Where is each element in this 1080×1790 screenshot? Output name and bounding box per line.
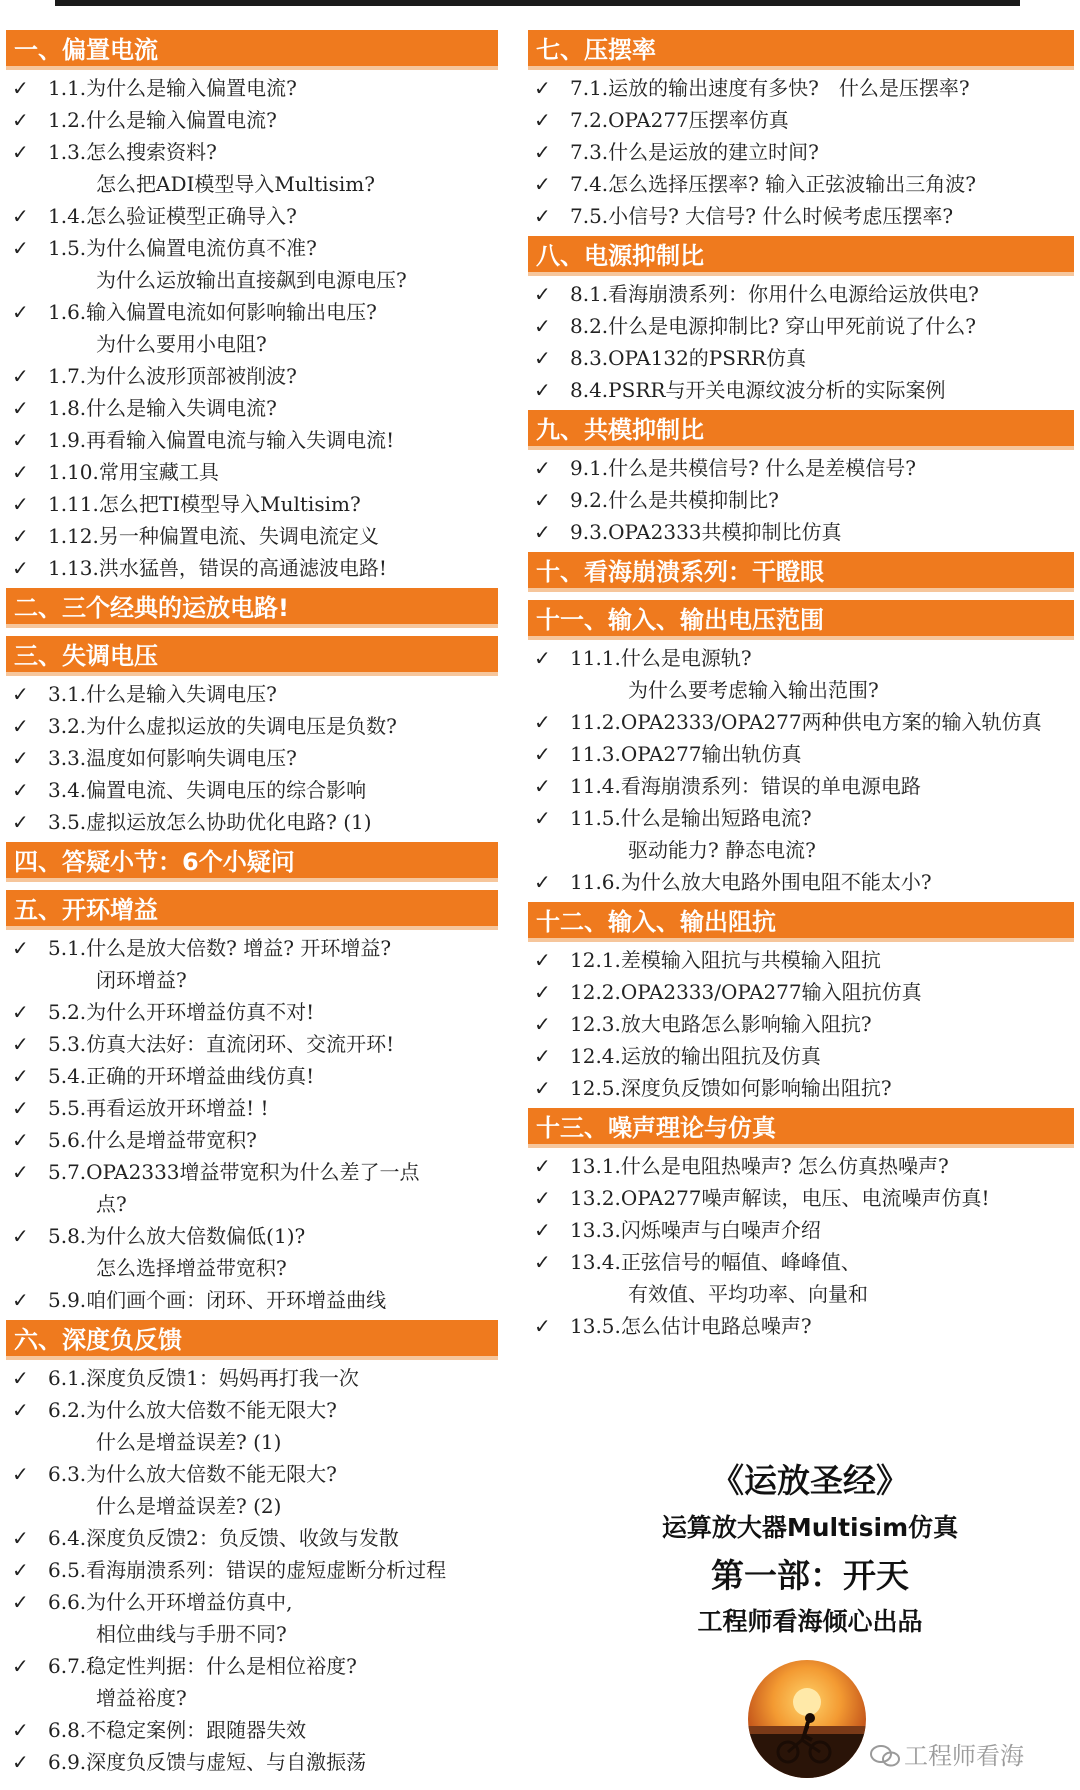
list-item — [528, 866, 1074, 898]
list-item — [6, 456, 498, 488]
list-item — [6, 104, 498, 136]
checkmark-icon: ✓ — [534, 140, 551, 164]
checkmark-icon: ✓ — [12, 524, 29, 548]
item-text: 6.2.为什么放大倍数不能无限大? — [48, 1398, 337, 1422]
section-header: 五、开环增益 — [6, 890, 498, 930]
checkmark-icon: ✓ — [12, 76, 29, 100]
checkmark-icon: ✓ — [12, 1654, 29, 1678]
list-item — [6, 72, 498, 104]
list-item — [528, 1040, 1074, 1072]
list-item — [528, 738, 1074, 770]
list-item — [6, 1458, 498, 1522]
item-text: 7.3.什么是运放的建立时间? — [570, 140, 819, 164]
list-item — [6, 552, 498, 584]
checkmark-icon: ✓ — [534, 980, 551, 1004]
list-item — [528, 342, 1074, 374]
wechat-icon — [870, 1745, 900, 1767]
item-text: 6.9.深度负反馈与虚短、与自激振荡 — [48, 1750, 367, 1774]
item-text: 1.1.为什么是输入偏置电流? — [48, 76, 297, 100]
checkmark-icon: ✓ — [12, 396, 29, 420]
list-item — [528, 452, 1074, 484]
list-item — [6, 392, 498, 424]
checkmark-icon: ✓ — [12, 460, 29, 484]
checkmark-icon: ✓ — [534, 282, 551, 306]
item-text: 6.1.深度负反馈1：妈妈再打我一次 — [48, 1366, 359, 1390]
item-text: 12.2.OPA2333/OPA277输入阻抗仿真 — [570, 980, 922, 1004]
item-text-continued: 驱动能力? 静态电流? — [628, 838, 816, 862]
section-list — [528, 450, 1074, 552]
section-header: 十二、输入、输出阻抗 — [528, 902, 1074, 942]
list-item — [528, 484, 1074, 516]
checkmark-icon: ✓ — [12, 108, 29, 132]
checkmark-icon: ✓ — [534, 1012, 551, 1036]
item-text: 1.13.洪水猛兽，错误的高通滤波电路! — [48, 556, 387, 580]
checkmark-icon: ✓ — [12, 1160, 29, 1184]
promo-block — [620, 1458, 1000, 1642]
list-item — [6, 200, 498, 232]
list-item — [528, 642, 1074, 706]
item-text-continued: 增益裕度? — [96, 1686, 187, 1710]
checkmark-icon: ✓ — [12, 682, 29, 706]
item-text: 3.5.虚拟运放怎么协助优化电路? (1) — [48, 810, 372, 834]
checkmark-icon: ✓ — [12, 236, 29, 260]
cyclist-silhouette-icon — [748, 1660, 866, 1778]
checkmark-icon: ✓ — [12, 1032, 29, 1056]
item-text: 5.5.再看运放开环增益! ! — [48, 1096, 269, 1120]
list-item — [528, 1072, 1074, 1104]
section-header: 十三、噪声理论与仿真 — [528, 1108, 1074, 1148]
list-item — [528, 374, 1074, 406]
list-item — [528, 1214, 1074, 1246]
checkmark-icon: ✓ — [12, 810, 29, 834]
item-text: 1.9.再看输入偏置电流与输入失调电流! — [48, 428, 395, 452]
section-header: 九、共模抑制比 — [528, 410, 1074, 450]
list-item — [6, 774, 498, 806]
item-text: 7.4.怎么选择压摆率? 输入正弦波输出三角波? — [570, 172, 976, 196]
checkmark-icon: ✓ — [12, 204, 29, 228]
list-item — [528, 136, 1074, 168]
item-text-continued: 什么是增益误差? (1) — [96, 1430, 282, 1454]
item-text: 1.5.为什么偏置电流仿真不准? — [48, 236, 317, 260]
item-text: 1.4.怎么验证模型正确导入? — [48, 204, 297, 228]
list-item — [528, 770, 1074, 802]
section-header: 十一、输入、输出电压范围 — [528, 600, 1074, 640]
checkmark-icon: ✓ — [534, 378, 551, 402]
checkmark-icon: ✓ — [12, 778, 29, 802]
list-item — [528, 72, 1074, 104]
item-text-continued: 为什么要考虑输入输出范围? — [628, 678, 879, 702]
item-text: 6.4.深度负反馈2：负反馈、收敛与发散 — [48, 1526, 399, 1550]
checkmark-icon: ✓ — [12, 1128, 29, 1152]
item-text: 9.3.OPA2333共模抑制比仿真 — [570, 520, 842, 544]
checkmark-icon: ✓ — [12, 1224, 29, 1248]
checkmark-icon: ✓ — [534, 1186, 551, 1210]
list-item — [528, 1246, 1074, 1310]
item-text: 5.7.OPA2333增益带宽积为什么差了一点 — [48, 1160, 420, 1184]
list-item — [528, 104, 1074, 136]
item-text: 6.6.为什么开环增益仿真中, — [48, 1590, 293, 1614]
item-text: 5.6.什么是增益带宽积? — [48, 1128, 257, 1152]
list-item — [528, 976, 1074, 1008]
section-header: 四、答疑小节：6个小疑问 — [6, 842, 498, 882]
item-text: 6.5.看海崩溃系列：错误的虚短虚断分析过程 — [48, 1558, 447, 1582]
section-header: 七、压摆率 — [528, 30, 1074, 70]
item-text: 5.3.仿真大法好：直流闭环、交流开环! — [48, 1032, 395, 1056]
checkmark-icon: ✓ — [12, 1718, 29, 1742]
checkmark-icon: ✓ — [12, 300, 29, 324]
item-text: 7.2.OPA277压摆率仿真 — [570, 108, 789, 132]
checkmark-icon: ✓ — [534, 108, 551, 132]
section-header: 二、三个经典的运放电路! — [6, 588, 498, 628]
list-item — [6, 520, 498, 552]
checkmark-icon: ✓ — [534, 870, 551, 894]
item-text: 12.3.放大电路怎么影响输入阻抗? — [570, 1012, 872, 1036]
list-item — [528, 168, 1074, 200]
item-text: 7.1.运放的输出速度有多快? 什么是压摆率? — [570, 76, 970, 100]
list-item — [6, 360, 498, 392]
item-text: 1.10.常用宝藏工具 — [48, 460, 219, 484]
list-item — [528, 278, 1074, 310]
list-item — [6, 1586, 498, 1650]
list-item — [6, 1394, 498, 1458]
checkmark-icon: ✓ — [12, 428, 29, 452]
item-text-continued: 怎么选择增益带宽积? — [96, 1256, 287, 1280]
promo-title: 《运放圣经》 — [711, 1461, 909, 1500]
checkmark-icon: ✓ — [534, 76, 551, 100]
checkmark-icon: ✓ — [534, 774, 551, 798]
checkmark-icon: ✓ — [534, 1076, 551, 1100]
checkmark-icon: ✓ — [12, 1558, 29, 1582]
checkmark-icon: ✓ — [12, 492, 29, 516]
list-item — [6, 806, 498, 838]
list-item — [528, 1182, 1074, 1214]
checkmark-icon: ✓ — [534, 948, 551, 972]
list-item — [528, 1008, 1074, 1040]
item-text: 3.4.偏置电流、失调电压的综合影响 — [48, 778, 367, 802]
item-text: 11.1.什么是电源轨? — [570, 646, 752, 670]
section-list — [6, 676, 498, 842]
section-header: 十、看海崩溃系列：干瞪眼 — [528, 552, 1074, 592]
list-item — [528, 310, 1074, 342]
item-text: 7.5.小信号? 大信号? 什么时候考虑压摆率? — [570, 204, 954, 228]
item-text: 8.4.PSRR与开关电源纹波分析的实际案例 — [570, 378, 946, 402]
checkmark-icon: ✓ — [12, 936, 29, 960]
item-text: 9.2.什么是共模抑制比? — [570, 488, 779, 512]
item-text: 13.4.正弦信号的幅值、峰峰值、 — [570, 1250, 861, 1274]
checkmark-icon: ✓ — [12, 1096, 29, 1120]
item-text: 6.7.稳定性判据：什么是相位裕度? — [48, 1654, 357, 1678]
list-item — [528, 706, 1074, 738]
checkmark-icon: ✓ — [12, 1366, 29, 1390]
checkmark-icon: ✓ — [534, 456, 551, 480]
list-item — [6, 1746, 498, 1778]
checkmark-icon: ✓ — [12, 140, 29, 164]
item-text: 1.3.怎么搜索资料? — [48, 140, 217, 164]
item-text: 3.1.什么是输入失调电压? — [48, 682, 277, 706]
item-text: 5.1.什么是放大倍数? 增益? 开环增益? — [48, 936, 392, 960]
sunset-avatar — [748, 1660, 866, 1778]
checkmark-icon: ✓ — [534, 710, 551, 734]
checkmark-icon: ✓ — [534, 488, 551, 512]
item-text-continued: 什么是增益误差? (2) — [96, 1494, 282, 1518]
section-list — [528, 640, 1074, 902]
item-text-continued: 怎么把ADI模型导入Multisim? — [96, 172, 375, 196]
item-text: 11.4.看海崩溃系列：错误的单电源电路 — [570, 774, 921, 798]
checkmark-icon: ✓ — [12, 1064, 29, 1088]
checkmark-icon: ✓ — [534, 1154, 551, 1178]
list-item — [528, 1150, 1074, 1182]
item-text: 13.5.怎么估计电路总噪声? — [570, 1314, 812, 1338]
list-item — [528, 944, 1074, 976]
checkmark-icon: ✓ — [534, 1250, 551, 1274]
watermark-text: 工程师看海 — [904, 1742, 1024, 1770]
list-item — [528, 802, 1074, 866]
checkmark-icon: ✓ — [12, 556, 29, 580]
checkmark-icon: ✓ — [12, 714, 29, 738]
section-spacer — [528, 592, 1074, 600]
watermark — [870, 1736, 1024, 1771]
item-text: 11.5.什么是输出短路电流? — [570, 806, 812, 830]
item-text: 11.3.OPA277输出轨仿真 — [570, 742, 802, 766]
list-item — [6, 1124, 498, 1156]
item-text: 3.2.为什么虚拟运放的失调电压是负数? — [48, 714, 397, 738]
section-list — [528, 276, 1074, 410]
item-text: 1.12.另一种偏置电流、失调电流定义 — [48, 524, 379, 548]
checkmark-icon: ✓ — [12, 1398, 29, 1422]
list-item — [6, 678, 498, 710]
item-text: 11.2.OPA2333/OPA277两种供电方案的输入轨仿真 — [570, 710, 1042, 734]
list-item — [6, 1060, 498, 1092]
list-item — [6, 488, 498, 520]
list-item — [6, 742, 498, 774]
checkmark-icon: ✓ — [534, 1044, 551, 1068]
checkmark-icon: ✓ — [12, 364, 29, 388]
section-header: 六、深度负反馈 — [6, 1320, 498, 1360]
list-item — [6, 1362, 498, 1394]
section-header: 一、偏置电流 — [6, 30, 498, 70]
list-item — [6, 1220, 498, 1284]
list-item — [6, 1028, 498, 1060]
checkmark-icon: ✓ — [534, 204, 551, 228]
checkmark-icon: ✓ — [534, 1218, 551, 1242]
item-text-continued: 为什么要用小电阻? — [96, 332, 267, 356]
item-text: 5.9.咱们画个画：闭环、开环增益曲线 — [48, 1288, 387, 1312]
item-text: 8.3.OPA132的PSRR仿真 — [570, 346, 807, 370]
list-item — [6, 710, 498, 742]
list-item — [6, 296, 498, 360]
promo-part: 第一部：开天 — [711, 1556, 909, 1595]
item-text-continued: 闭环增益? — [96, 968, 187, 992]
checkmark-icon: ✓ — [12, 1590, 29, 1614]
list-item — [528, 1310, 1074, 1342]
list-item — [6, 1522, 498, 1554]
list-item — [6, 136, 498, 200]
list-item — [6, 424, 498, 456]
item-text-continued: 点? — [96, 1192, 127, 1216]
left-column — [6, 30, 498, 1782]
section-list — [528, 1148, 1074, 1346]
list-item — [6, 1714, 498, 1746]
item-text-continued: 有效值、平均功率、向量和 — [628, 1282, 868, 1306]
list-item — [6, 932, 498, 996]
right-column — [528, 30, 1074, 1346]
item-text: 12.1.差模输入阻抗与共模输入阻抗 — [570, 948, 881, 972]
section-list — [6, 70, 498, 588]
item-text: 1.11.怎么把TI模型导入Multisim? — [48, 492, 361, 516]
item-text: 5.2.为什么开环增益仿真不对! — [48, 1000, 315, 1024]
item-text: 1.2.什么是输入偏置电流? — [48, 108, 277, 132]
item-text: 5.4.正确的开环增益曲线仿真! — [48, 1064, 315, 1088]
item-text: 13.2.OPA277噪声解读，电压、电流噪声仿真! — [570, 1186, 990, 1210]
checkmark-icon: ✓ — [12, 1526, 29, 1550]
list-item — [528, 200, 1074, 232]
list-item — [528, 516, 1074, 548]
item-text: 6.8.不稳定案例：跟随器失效 — [48, 1718, 307, 1742]
item-text: 1.7.为什么波形顶部被削波? — [48, 364, 297, 388]
section-list — [6, 1360, 498, 1782]
list-item — [6, 1092, 498, 1124]
section-header: 八、电源抑制比 — [528, 236, 1074, 276]
list-item — [6, 996, 498, 1028]
item-text: 3.3.温度如何影响失调电压? — [48, 746, 297, 770]
section-list — [6, 930, 498, 1320]
promo-subtitle: 运算放大器Multisim仿真 — [661, 1513, 959, 1542]
checkmark-icon: ✓ — [12, 746, 29, 770]
item-text: 9.1.什么是共模信号? 什么是差模信号? — [570, 456, 916, 480]
section-list — [528, 70, 1074, 236]
checkmark-icon: ✓ — [12, 1000, 29, 1024]
list-item — [6, 1650, 498, 1714]
section-spacer — [6, 882, 498, 890]
checkmark-icon: ✓ — [534, 172, 551, 196]
item-text: 1.6.输入偏置电流如何影响输出电压? — [48, 300, 377, 324]
list-item — [6, 232, 498, 296]
promo-author: 工程师看海倾心出品 — [697, 1607, 923, 1636]
item-text: 1.8.什么是输入失调电流? — [48, 396, 277, 420]
checkmark-icon: ✓ — [534, 646, 551, 670]
list-item — [6, 1284, 498, 1316]
checkmark-icon: ✓ — [12, 1750, 29, 1774]
list-item — [6, 1156, 498, 1220]
item-text: 12.5.深度负反馈如何影响输出阻抗? — [570, 1076, 892, 1100]
checkmark-icon: ✓ — [534, 1314, 551, 1338]
item-text: 5.8.为什么放大倍数偏低(1)? — [48, 1224, 306, 1248]
checkmark-icon: ✓ — [534, 742, 551, 766]
item-text: 13.1.什么是电阻热噪声? 怎么仿真热噪声? — [570, 1154, 949, 1178]
item-text-continued: 为什么运放输出直接飙到电源电压? — [96, 268, 407, 292]
item-text: 6.3.为什么放大倍数不能无限大? — [48, 1462, 337, 1486]
section-list — [528, 942, 1074, 1108]
item-text: 8.1.看海崩溃系列：你用什么电源给运放供电? — [570, 282, 979, 306]
section-header: 三、失调电压 — [6, 636, 498, 676]
checkmark-icon: ✓ — [12, 1462, 29, 1486]
item-text: 8.2.什么是电源抑制比? 穿山甲死前说了什么? — [570, 314, 976, 338]
checkmark-icon: ✓ — [534, 346, 551, 370]
checkmark-icon: ✓ — [534, 520, 551, 544]
checkmark-icon: ✓ — [12, 1288, 29, 1312]
list-item — [6, 1554, 498, 1586]
item-text-continued: 相位曲线与手册不同? — [96, 1622, 287, 1646]
item-text: 13.3.闪烁噪声与白噪声介绍 — [570, 1218, 821, 1242]
checkmark-icon: ✓ — [534, 806, 551, 830]
top-divider — [55, 0, 1020, 6]
item-text: 11.6.为什么放大电路外围电阻不能太小? — [570, 870, 932, 894]
item-text: 12.4.运放的输出阻抗及仿真 — [570, 1044, 821, 1068]
checkmark-icon: ✓ — [534, 314, 551, 338]
section-spacer — [6, 628, 498, 636]
